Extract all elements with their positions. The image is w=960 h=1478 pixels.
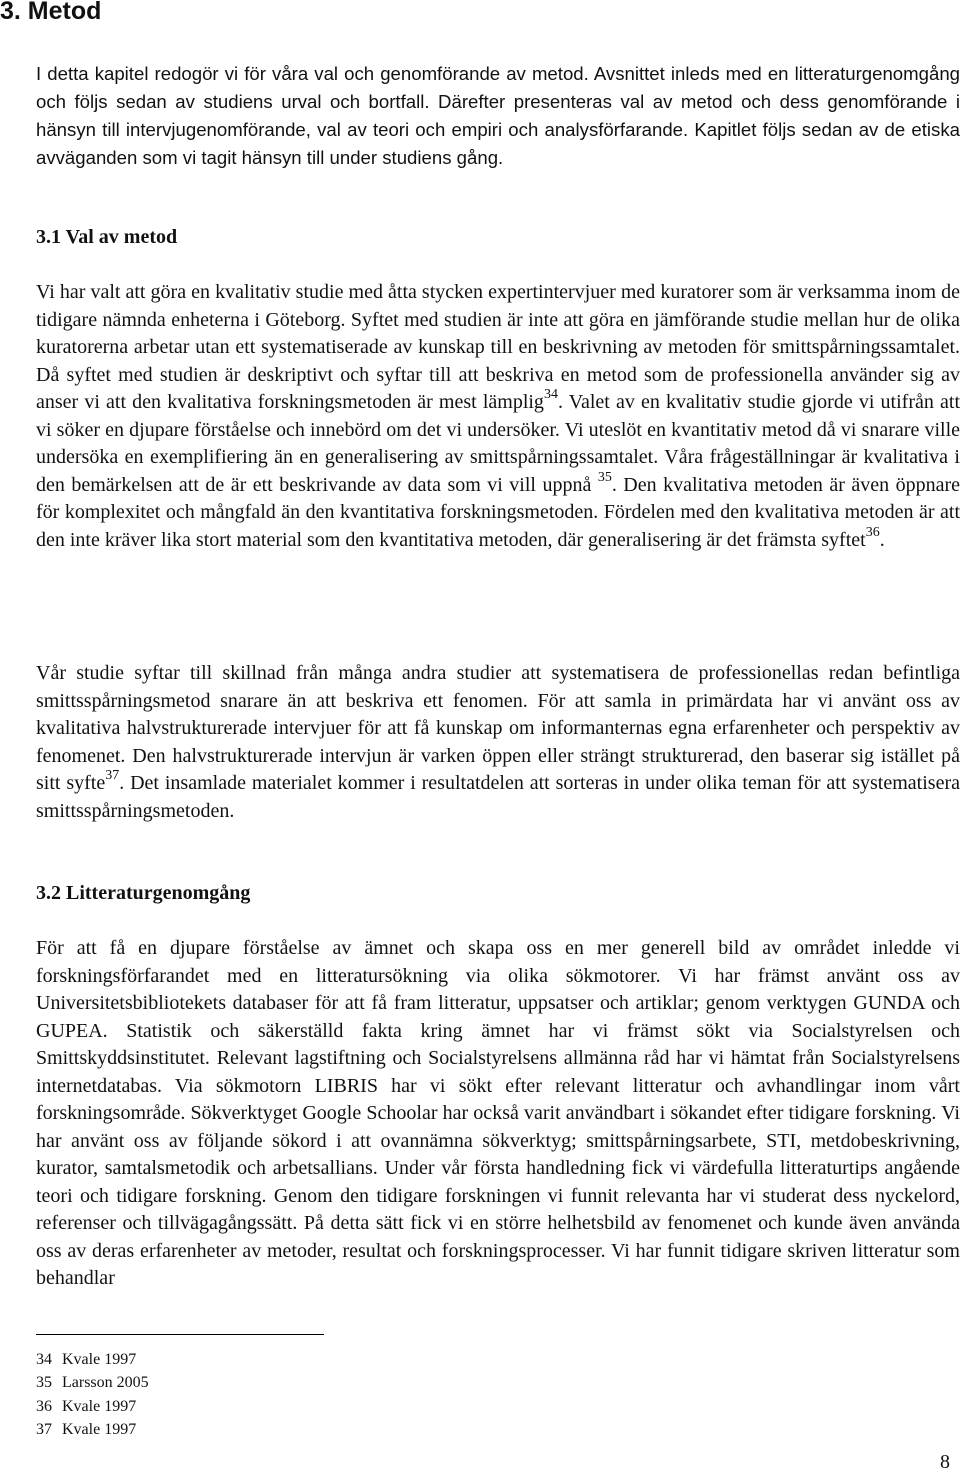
paragraph-study-aim	[36, 660, 960, 825]
footnote-item	[36, 1348, 149, 1371]
footnote-ref[interactable]: 35	[597, 469, 612, 485]
footnote-text: Kvale 1997	[62, 1397, 137, 1415]
footnote-item	[36, 1395, 149, 1418]
footnote-ref[interactable]: 36	[865, 524, 880, 540]
footnote-item	[36, 1418, 149, 1441]
paragraph-text: Vår studie syftar till skillnad från många andra studier att systematisera de professionellas redan befintliga smittsspårningsmetod snarare än att beskriva ett fenomen. För att samla in primärdata har vi använt oss av kvalitativa halvstrukturerade intervjuer för att få kunskap om informanternas egna erfarenheter och perspektiv av fenomenet. Den halvstrukturerade intervjun är varken öppen eller strängt strukturerad, den baserar sig istället på sitt syfte	[36, 662, 960, 794]
paragraph-method-choice	[36, 279, 960, 554]
page-title: 3. Metod	[0, 0, 102, 25]
paragraph-text: . Valet av en kvalitativ studie gjorde vi utifrån att vi söker en djupare förståelse och innebörd om det vi undersöker. Vi uteslöt en kvantitativ metod då vi snarare ville undersöka en exemplifiering än en generalisering av smittspårningssamtalet. Våra frågeställningar är kvalitativa i den bemärkelsen att de är ett beskrivande av data som vi vill uppnå	[36, 391, 960, 496]
footnote-number: 35	[36, 1374, 52, 1392]
footnote-ref[interactable]: 37	[105, 768, 120, 784]
footnotes-list	[36, 1348, 149, 1441]
section-number: 3.1	[36, 226, 61, 248]
section-heading-3-1	[36, 224, 177, 251]
footnote-ref[interactable]: 34	[543, 387, 558, 403]
footnote-number: 34	[36, 1351, 52, 1368]
section-title: Litteraturgenomgång	[66, 882, 251, 904]
footnote-text: Kvale 1997	[62, 1420, 137, 1438]
page-number: 8	[940, 1451, 950, 1473]
paragraph-text: Vi har valt att göra en kvalitativ studie med åtta stycken expertintervjuer med kuratorer som är verksamma inom de tidigare nämnda enheterna i Göteborg. Syftet med studien är inte att göra en jämförande studie mellan hur de olika kuratorerna arbetar utan ett systematiserade av kunskap till en beskrivning av metoden för smittspårningssamtalet. Då syftet med studien är deskriptivt och syftar till att beskriva en metod som de professionella använder sig av anser vi att den kvalitativa forskningsmetoden är mest lämplig	[36, 281, 960, 413]
section-heading-3-2	[36, 880, 250, 907]
footnote-text: Kvale 1997	[62, 1351, 137, 1368]
chapter-intro: I detta kapitel redogör vi för våra val och genomförande av metod. Avsnittet inleds med en litteraturgenomgång och följs sedan av studiens urval och bortfall. Därefter presenteras val av metod och dess genomförande i hänsyn till intervjugenomförande, val av teori och empiri och analysförfarande. Kapitlet följs sedan av de etiska avväganden som vi tagit hänsyn till under studiens gång.	[36, 63, 960, 168]
footnote-number: 37	[36, 1420, 52, 1438]
paragraph-text: . Den kvalitativa metoden är även öppnare för komplexitet och mångfald än den kvantitativa forskningsmetoden. Fördelen med den kvalitativa metoden är att den inte kräver lika stort material som den kvantitativa metoden, där generalisering är det främsta syftet	[36, 473, 960, 551]
footnote-divider	[36, 1334, 324, 1335]
paragraph-literature: För att få en djupare förståelse av ämnet och skapa oss en mer generell bild av området inledde vi forskningsförfarandet med en litteratursökning via olika sökmotorer. Vi har främst använt oss av Universitetsbibliotekets databaser för att få fram litteratur, uppsatser och artiklar; genom verktygen GUNDA och GUPEA. Statistik och säkerställd fakta kring ämnet har vi främst sökt via Socialstyrelsen och Smittskyddsinstitutet. Relevant lagstiftning och Socialstyrelsens allmänna råd har vi hämtat från Socialstyrelsens internetdatabas. Via sökmotorn LIBRIS har vi sökt efter relevant litteratur och avhandlingar inom vårt forskningsområde. Sökverktyget Google Schoolar har också varit användbart i sökandet efter tidigare forskning. Vi har använt oss av följande sökord i att ovannämna sökverktyg; smittspårningsarbete, STI, metdobeskrivning, kurator, samtalsmetodik och arbetsallians. Under vår första handledning fick vi värdefulla litteraturtips angående teori och tidigare forskning. Genom den tidigare forskningen vi funnit relevanta har vi studerat dess nyckelord, referenser och tillvägagångssätt. På detta sätt fick vi en större helhetsbild av fenomenet och kunde även använda oss av deras erfarenheter av metoder, resultat och forskningsprocesser. Vi har funnit tidigare skriven litteratur som behandlar	[36, 937, 960, 1289]
footnote-item	[36, 1371, 149, 1394]
footnote-number: 36	[36, 1397, 52, 1415]
section-number: 3.2	[36, 882, 61, 904]
section-title: Val av metod	[65, 226, 178, 248]
paragraph-text: .	[879, 528, 885, 551]
paragraph-text: . Det insamlade materialet kommer i resultatdelen att sorteras in under olika teman för att systematisera smittsspårningsmetoden.	[36, 772, 960, 822]
footnote-text: Larsson 2005	[62, 1374, 149, 1392]
